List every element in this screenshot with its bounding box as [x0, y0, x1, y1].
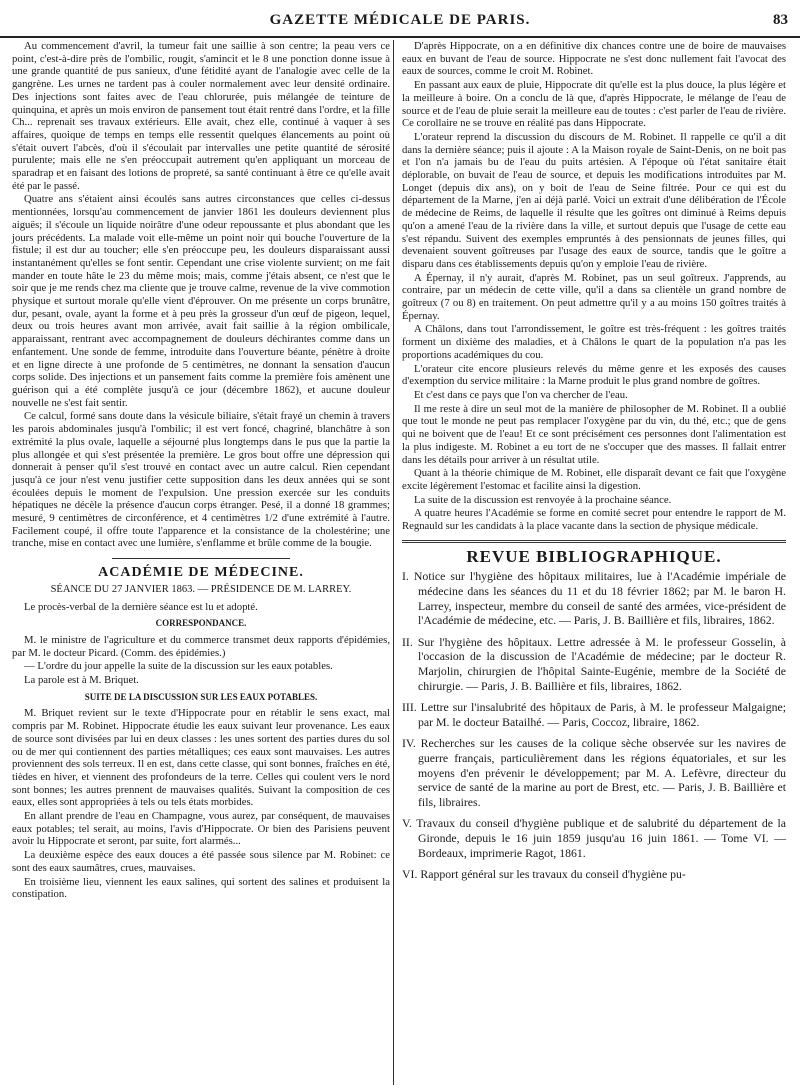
- journal-title: GAZETTE MÉDICALE DE PARIS.: [269, 12, 531, 28]
- left-paragraph: Ce calcul, formé sans doute dans la vésicule biliaire, s'était frayé un chemin à travers les parois abdominales jusqu'à l'ombilic; il est vert foncé, chagriné, blanchâtre à son extrémité la plus ovale, laquelle a séjourné plus longtemps dans le pus que la partie la plus allongée et qui s'est présentée la première. Le gros bout offre une dépression qui donnerait à penser qu'il s'est trouvé en contact avec un autre calcul. Rien cependant jusqu'à ce jour n'est venu justifier cette supposition dans les deux années qui se sont écoulées depuis le moment de l'expulsion. Une pression exercée sur les conduits hépatiques ne décèle la présence d'aucun corps étranger. Pesé, il a donné 18 grammes; mesuré, 9 centimètres de circonférence, et 4 centimètres 1/2 d'une extrémité à l'autre. Facilement coupé, il offre toute l'apparence et la consistance de la cholestérine; une tranche, mise en contact avec une lumière, s'enflamme et brûle comme de la bougie.: [12, 410, 390, 550]
- suite-heading: SUITE DE LA DISCUSSION SUR LES EAUX POTABLES.: [84, 691, 318, 702]
- left-column: [12, 40, 390, 902]
- correspondance-heading: CORRESPONDANCE.: [155, 618, 247, 629]
- right-paragraph: L'orateur cite encore plusieurs relevés du même genre et les exposés des causes d'exemption du service militaire : la Marne produit le plus grand nombre de goîtres.: [402, 362, 786, 388]
- right-paragraph: Et c'est dans ce pays que l'on va chercher de l'eau.: [414, 388, 628, 401]
- biblio-entry: I. Notice sur l'hygiène des hôpitaux militaires, lue à l'Académie impériale de médecine dans les séances du 11 et du 18 février 1862; par M. le baron H. Larrey, inspecteur, membre du conseil de santé des armées, vice-président de l'Académie de médecine, etc. — Paris, J. B. Baillière et fils, libraires, 1862.: [402, 569, 786, 628]
- right-paragraph: La suite de la discussion est renvoyée à la prochaine séance.: [414, 493, 672, 506]
- right-paragraph: Quant à la théorie chimique de M. Robinet, elle disparaît devant ce fait que l'oxygène excite légèrement l'estomac et facilite ainsi la digestion.: [402, 467, 786, 492]
- right-paragraph: En passant aux eaux de pluie, Hippocrate dit qu'elle est la plus douce, la plus légère et la meilleure à boire. On a conclu de là que, d'après Hippocrate, le mélange de l'eau de source et de l'eau de pluie serait la meilleure eau de toutes : c'est parler de l'eau de rivière. Ce corollaire ne se trouve en réalité pas dans Hippocrate.: [402, 79, 786, 130]
- revue-separator: [402, 540, 786, 543]
- page-header: [0, 10, 800, 38]
- column-divider: [393, 40, 394, 1085]
- left-paragraph: Quatre ans s'étaient ainsi écoulés sans autres circonstances que celles ci-dessus mentionnées, lorsqu'au commencement de janvier 1861 les douleurs deviennent plus aiguës; il s'écoule un liquide noirâtre d'une odeur repoussante et plus abondant que les jours précédents. La malade voit elle-même un point noir qui bouche l'ouverture de la fistule; il est dur au toucher; elle s'en préoccupe peu, les douleurs disparaissant aussi instantanément qu'elles se font sentir. Cependant une crise violente survient; on me fait mander en toute hâte le 23 du même mois; mais, comme j'étais absent, ce n'est que le soir que je me rends chez ma cliente que je trouve calme, revenue de la vive commotion physique et surtout morale qu'elle vient d'éprouver. On me présente un corps brunâtre, dur, pesant, ovale, ayant la forme et à peu près la grosseur d'un œuf de pigeon, lequel, deux ou trois heures avant mon arrivée, avait fait saillie à la région ombilicale, apparaissant, rentrant avec accompagnement de douleurs déchirantes comme dans un enfantement. Une sonde de femme, introduite dans l'ouverture béante, pénètre à droite et en ligne directe à une profonde de 5 centimètres, ne donnant la sensation d'aucun corps solide. Des injections et un pansement faits comme la première fois amènent une guérison qui a été complète jusqu'à ce jour (décembre 1862), et aucune douleur nouvelle ne s'est fait sentir.: [12, 193, 390, 409]
- session-line: SÉANCE DU 27 JANVIER 1863. — PRÉSIDENCE DE M. LARREY.: [50, 583, 352, 595]
- right-paragraph: A Épernay, il n'y aurait, d'après M. Robinet, pas un seul goîtreux. J'apprends, au contraire, par un médecin de cette ville, qu'il a dans sa clientèle un grand nombre de goîtreux (7 ou 8) en traitement. On peut admettre qu'il y a au moins 150 goîtres traités à Épernay.: [402, 271, 786, 322]
- academy-paragraph: M. le ministre de l'agriculture et du commerce transmet deux rapports d'épidémies, par M. le docteur Picard. (Comm. des épidémies.): [12, 633, 390, 659]
- academy-paragraph: La parole est à M. Briquet.: [24, 674, 139, 687]
- biblio-entry: II. Sur l'hygiène des hôpitaux. Lettre adressée à M. le professeur Gosselin, à l'occasion de la discussion de l'Académie de médecine; par le docteur R. Marjolin, chirurgien de l'hôpital Sainte-Eugénie, membre de la Société de chirurgie. — Paris, J. B. Baillière et fils, libraires, 1862.: [402, 634, 786, 693]
- biblio-entry: VI. Rapport général sur les travaux du conseil d'hygiène pu-: [402, 867, 686, 882]
- right-column: [402, 40, 786, 889]
- academy-paragraph: — L'ordre du jour appelle la suite de la discussion sur les eaux potables.: [24, 660, 333, 673]
- left-paragraph: Au commencement d'avril, la tumeur fait une saillie à son centre; la peau vers ce point, c'est-à-dire près de l'ombilic, rougit, s'amincit et le 8 une ponction donne issue à une grande quantité de pus sanieux, d'une fétidité ayant de l'analogie avec celle de la gangrène. Les urnes ne tardent pas à couler normalement avec leur densité ordinaire. Des injections sont faites avec de l'eau chlorurée, puis mélangée de teinture de quinquina, et après un mois environ de pansement tout était rentré dans l'ordre, et la fille Ch... reprenait ses travaux extérieurs. Elle avait, chez elle, continué à vaquer à ses affaires, quoique de temps en temps elle ressentit quelques élancements au point où s'était ouvert l'abcès, d'où il s'écoulait par intervalles une petite quantité de sérosité purulente; mais elle ne s'en préoccupait autrement qu'en appliquant un morceau de sparadrap et en faisant des lotions de propreté, sa santé continuant à être ce qu'elle avait été par le passé.: [12, 40, 390, 192]
- academy-paragraph: En allant prendre de l'eau en Champagne, vous aurez, par conséquent, de mauvaises eaux potables; tel serait, au moins, l'avis d'Hippocrate. Or bien des Parisiens peuvent avoir lu Hippocrate et seront, par suite, fort alarmés...: [12, 810, 390, 848]
- right-paragraph: A Châlons, dans tout l'arrondissement, le goître est très-fréquent : les goîtres traités forment un dixième des maladies, et à Châlons le quart de la population n'a pas les proportions académiques du cou.: [402, 323, 786, 361]
- academy-paragraph: M. Briquet revient sur le texte d'Hippocrate pour en rétablir le sens exact, mal compris par M. Robinet. Hippocrate étudie les eaux suivant leur provenance. Les eaux de source sont divisées par lui en deux classes : les unes sortent des parties dures du sol ou de mer qui contiennent des parties métalliques; ces eaux sont mauvaises. Les autres proviennent des sols terreux. Il en est, dans cette classe, qui sont bonnes, fraîches en été, tièdes en hiver, et viennent des profondeurs de la terre. Celles qui coulent vers le nord sont bonnes; les autres prennent de mauvaises qualités. Suivant la composition de ces eaux, elles sont appropriées à tels ou tels états morbides.: [12, 707, 390, 809]
- revue-heading: REVUE BIBLIOGRAPHIQUE.: [466, 546, 722, 566]
- right-paragraph: A quatre heures l'Académie se forme en comité secret pour entendre le rapport de M. Regnauld sur les candidats à la place vacante dans la section de physique médicale.: [402, 507, 786, 533]
- biblio-entry: IV. Recherches sur les causes de la colique sèche observée sur les navires de guerre français, particulièrement dans les régions équatoriales, et sur les moyens d'en prévenir le développement; par M. A. Lefèvre, directeur du service de santé de la marine au port de Brest, etc. — Paris, J. B. Baillière et fils, libraires.: [402, 736, 786, 809]
- page-number: 83: [773, 12, 788, 28]
- right-paragraph: D'après Hippocrate, on a en définitive dix chances contre une de boire de mauvaises eaux en buvant de l'eau de source. Hippocrate ne s'est donc nullement fait l'avocat des eaux de sources, comme le croit M. Robinet.: [402, 40, 786, 78]
- academy-paragraph: La deuxième espèce des eaux douces a été passée sous silence par M. Robinet: ce sont des eaux saumâtres, crues, mauvaises.: [12, 849, 390, 874]
- academy-paragraph: En troisième lieu, viennent les eaux salines, qui sortent des salines et produisent la constipation.: [12, 875, 390, 901]
- biblio-entry: V. Travaux du conseil d'hygiène publique et de salubrité du département de la Gironde, depuis le 16 juin 1859 jusqu'au 16 juin 1861. — Tome VI. — Bordeaux, imprimerie Ragot, 1861.: [402, 816, 786, 860]
- right-paragraph: Il me reste à dire un seul mot de la manière de philosopher de M. Robinet. Il a oublié que tout le monde ne peut pas remplacer l'oxygène par du vin, du thé, etc.; que de gens qui ne boivent que de l'eau! Et ce sont précisément ces personnes dont l'alimentation est la plus indigeste. M. Robinet a eu tort de ne s'occuper que des masses. Il fallait entrer dans les détails pour arriver à un résultat utile.: [402, 402, 786, 466]
- academy-heading: ACADÉMIE DE MÉDECINE.: [98, 565, 304, 581]
- academy-paragraph: Le procès-verbal de la dernière séance est lu et adopté.: [24, 600, 258, 613]
- biblio-entry: III. Lettre sur l'insalubrité des hôpitaux de Paris, à M. le professeur Malgaigne; par M. le docteur Batailhé. — Paris, Coccoz, libraire, 1862.: [402, 700, 786, 729]
- section-separator: [112, 558, 290, 559]
- right-paragraph: L'orateur reprend la discussion du discours de M. Robinet. Il rappelle ce qu'il a dit dans la dernière séance; puis il ajoute : A la Maison royale de Saint-Denis, on ne boit pas et l'on n'a jamais bu de l'eau du puits artésien. A l'époque où l'état sanitaire était déplorable, on buvait de l'eau de source, et depuis les modifications introduites par M. Longet (depuis dix ans), on y boit de l'eau de Seine filtrée. Pour ce qui est du département de la Marne, j'en ai déjà parlé. Voici un extrait d'une délibération de l'École de médecine de Reims, de laquelle il résulte que les goîtres ont diminué à Reims depuis qu'on a amené l'eau de la rivière dans la ville, et surtout depuis que l'usage de cette eau s'est répandu. Suivent des exemples empruntés à des pensionnats de jeunes filles, qui devenaient souvent goîtreuses par l'usage des eaux de source, tandis que le goître a disparu dans ces établissements depuis qu'on y emploie l'eau de rivière.: [402, 130, 786, 270]
